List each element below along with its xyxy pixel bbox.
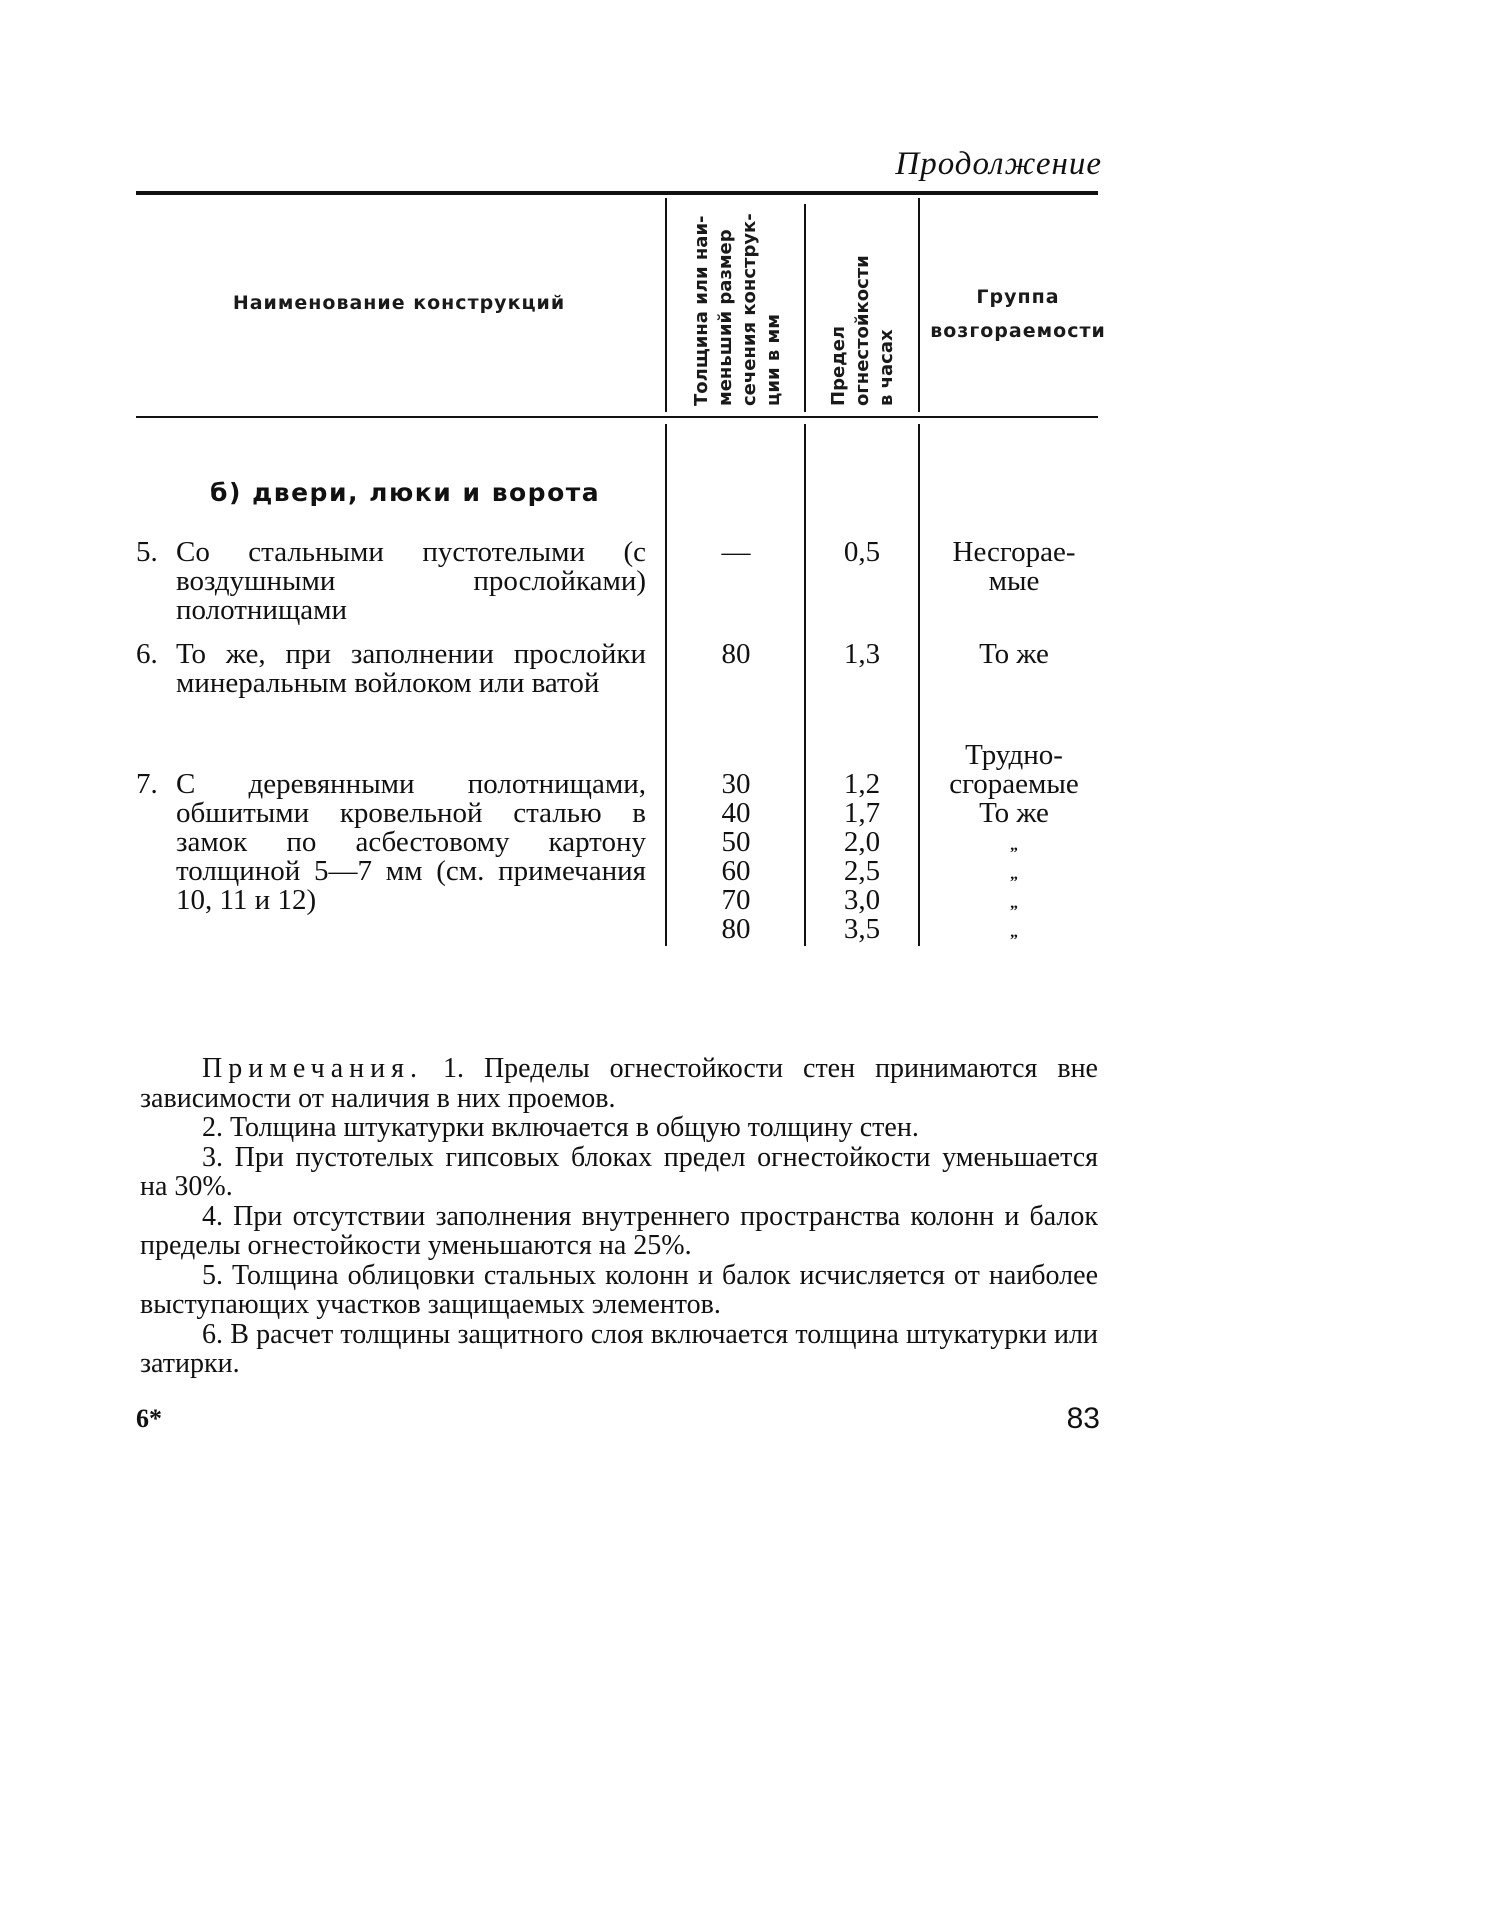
row-fire-limit: 1,2: [843, 768, 881, 800]
ditto-mark: „: [1010, 895, 1018, 912]
row-fire-limit: 0,5: [843, 536, 881, 568]
header-construction-name: Наименование конструкций: [232, 292, 566, 314]
row-fire-limit: 3,0: [843, 884, 881, 916]
row-description: То же, при заполнении прослойки минеральным войлоком или ватой: [176, 638, 646, 699]
notes-heading: Примечания.: [202, 1053, 424, 1084]
column-divider-1-header: [665, 198, 667, 412]
note-item: 3. При пустотелых гипсовых блоках предел огнестойкости уменьшается на 30%.: [140, 1141, 1098, 1202]
header-thickness: Толщина или наи- меньший размер сечения конструк- ции в мм: [691, 213, 784, 406]
row-thickness: 50: [721, 826, 751, 858]
column-divider-2-header: [804, 204, 806, 412]
row-group: То же: [979, 638, 1049, 670]
row-group: Трудно-: [965, 739, 1063, 771]
section-title: б) двери, люки и ворота: [210, 478, 601, 507]
column-divider-3-body: [918, 424, 920, 946]
row-description: С деревянными полотнищами, обшитыми кровельной сталью в замок по асбестовому картону толщиной 5—7 мм (см. примечания 10, 11 и 12): [176, 768, 646, 916]
row-group: сгораемые: [949, 768, 1079, 800]
row-group: Несгорае-: [952, 536, 1076, 568]
row-fire-limit: 1,7: [843, 797, 881, 829]
note-item: 6. В расчет толщины защитного слоя включается толщина штукатурки или затирки.: [140, 1318, 1098, 1379]
row-thickness: 80: [721, 913, 751, 945]
table-top-rule: [136, 191, 1098, 195]
row-number: 7.: [136, 768, 158, 800]
row-fire-limit: 2,0: [843, 826, 881, 858]
row-fire-limit: 2,5: [843, 855, 881, 887]
header-fire-limit: Предел огнестойкости в часах: [828, 255, 897, 406]
note-item: 2. Толщина штукатурки включается в общую толщину стен.: [202, 1112, 919, 1143]
header-flammability-group: Группа возгораемости: [930, 286, 1106, 342]
row-group: То же: [979, 797, 1049, 829]
column-divider-3-header: [918, 198, 920, 412]
ditto-mark: „: [1010, 924, 1018, 941]
row-thickness: 60: [721, 855, 751, 887]
page-number: 83: [1066, 1402, 1100, 1435]
ditto-mark: „: [1010, 837, 1018, 854]
row-fire-limit: 1,3: [843, 638, 881, 670]
row-thickness: 40: [721, 797, 751, 829]
row-thickness: 80: [721, 638, 751, 670]
row-fire-limit: 3,5: [843, 913, 881, 945]
continued-label: Продолжение: [895, 146, 1102, 182]
row-number: 6.: [136, 638, 158, 670]
note-item: 5. Толщина облицовки стальных колонн и балок исчисляется от наиболее выступающих участков защищаемых элементов.: [140, 1259, 1098, 1320]
notes-block: [140, 1054, 1098, 1379]
row-thickness: —: [721, 536, 751, 568]
row-group: мые: [988, 565, 1040, 597]
row-thickness: 30: [721, 768, 751, 800]
note-item: 1. Пределы огнестойкости стен принимаются вне зависимости от наличия в них проемов.: [140, 1053, 1098, 1114]
ditto-mark: „: [1010, 866, 1018, 883]
signature-mark: 6*: [136, 1404, 162, 1433]
column-divider-1-body: [665, 424, 667, 946]
row-number: 5.: [136, 536, 158, 568]
note-item: 4. При отсутствии заполнения внутреннего пространства колонн и балок пределы огнестойкости уменьшаются на 25%.: [140, 1200, 1098, 1261]
row-description: Со стальными пустотелыми (с воздушными прослойками) полотнищами: [176, 536, 646, 626]
row-thickness: 70: [721, 884, 751, 916]
note-paragraph: [140, 1054, 1098, 1113]
table-header-bottom-rule: [136, 416, 1098, 418]
